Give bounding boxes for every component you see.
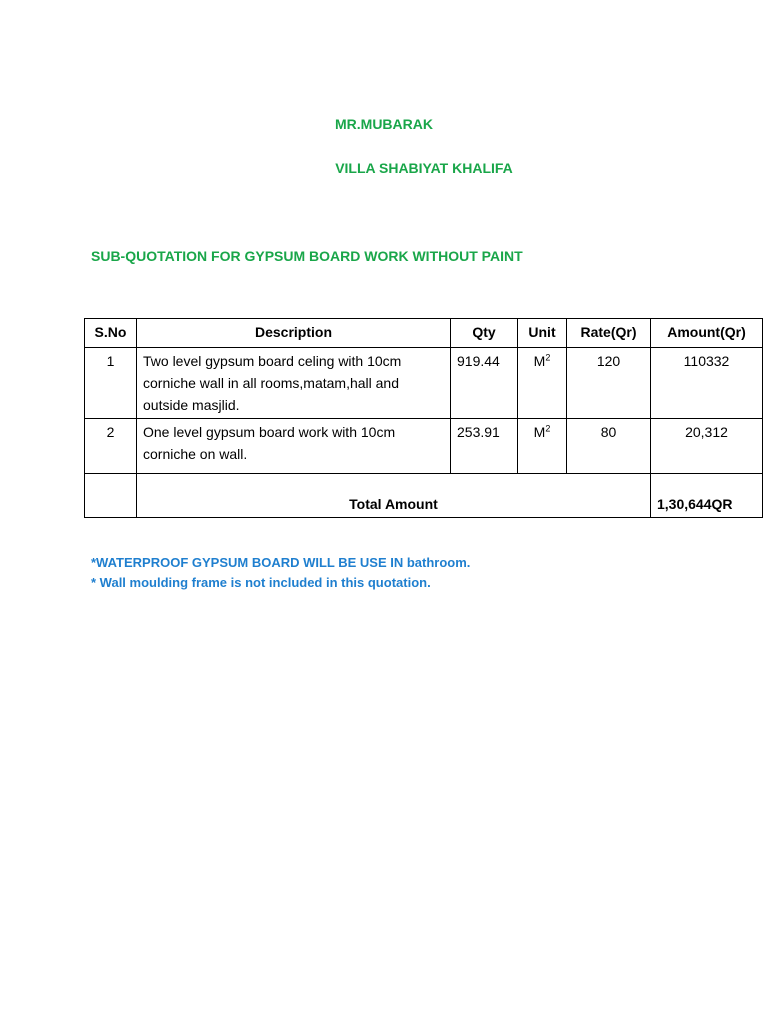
cell-sno: 2: [85, 419, 137, 474]
cell-qty: 919.44: [451, 348, 518, 419]
cell-unit: [518, 419, 567, 474]
cell-description: One level gypsum board work with 10cm corniche on wall.: [137, 419, 451, 474]
cell-amount: 110332: [651, 348, 763, 419]
quotation-title: SUB-QUOTATION FOR GYPSUM BOARD WORK WITHOUT PAINT: [91, 248, 523, 264]
unit-superscript: 2: [545, 423, 551, 434]
cell-amount: 20,312: [651, 419, 763, 474]
total-label: Total Amount: [137, 474, 651, 518]
col-header-sno: S.No: [85, 319, 137, 348]
col-header-description: Description: [137, 319, 451, 348]
cell-description: Two level gypsum board celing with 10cm corniche wall in all rooms,matam,hall and outside masjlid.: [137, 348, 451, 419]
cell-unit: [518, 348, 567, 419]
cell-qty: 253.91: [451, 419, 518, 474]
client-name: MR.MUBARAK: [335, 116, 433, 132]
cell-sno: 1: [85, 348, 137, 419]
col-header-rate: Rate(Qr): [567, 319, 651, 348]
unit-text: M: [533, 424, 546, 440]
table-row: [85, 348, 763, 419]
total-row: [85, 474, 763, 518]
table-row: [85, 419, 763, 474]
unit-superscript: 2: [545, 352, 551, 363]
quotation-table: [84, 318, 763, 518]
cell-rate: 120: [567, 348, 651, 419]
note-waterproof: *WATERPROOF GYPSUM BOARD WILL BE USE IN bathroom.: [91, 555, 471, 570]
table-header-row: [85, 319, 763, 348]
unit-text: M: [533, 353, 546, 369]
col-header-unit: Unit: [518, 319, 567, 348]
cell-rate: 80: [567, 419, 651, 474]
total-value: 1,30,644QR: [651, 474, 763, 518]
col-header-amount: Amount(Qr): [651, 319, 763, 348]
col-header-qty: Qty: [451, 319, 518, 348]
note-moulding: * Wall moulding frame is not included in this quotation.: [91, 575, 431, 590]
total-empty-cell: [85, 474, 137, 518]
project-name: VILLA SHABIYAT KHALIFA: [335, 160, 513, 176]
